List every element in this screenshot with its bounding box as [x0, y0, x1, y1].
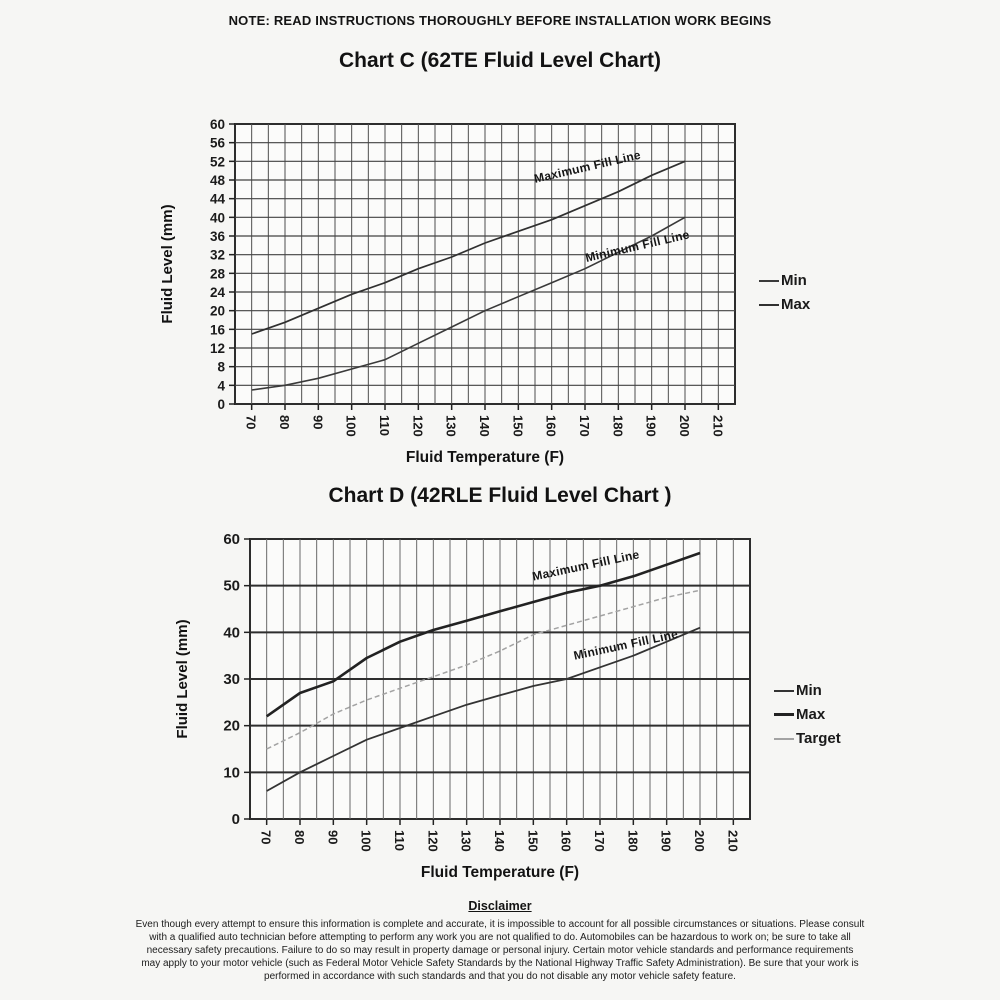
disclaimer-section: [0, 899, 1000, 983]
legend-item: [759, 272, 810, 289]
y-tick-label: 4: [217, 378, 225, 394]
legend-line-swatch: [774, 713, 794, 716]
x-tick-label: 90: [325, 830, 341, 845]
x-tick-label: 210: [710, 415, 726, 437]
legend-item: [759, 296, 810, 313]
legend-line-swatch: [774, 690, 794, 692]
x-tick-label: 70: [258, 830, 274, 845]
disclaimer-line: Even though every attempt to ensure this information is complete and accurate, it is impossible to account for all possible circumstances or situations. Please consult: [135, 919, 865, 930]
y-tick-label: 44: [209, 191, 225, 207]
disclaimer-line: necessary safety precautions. Failure to do so may result in property damage or personal injury. Certain motor vehicle standards and performance requirements: [146, 945, 854, 956]
chart-d-block: [0, 531, 1000, 883]
y-tick-label: 56: [209, 135, 225, 151]
chart-c-block: [0, 116, 1000, 468]
line-annotation: Minimum Fill Line: [572, 626, 680, 663]
x-tick-label: 130: [443, 415, 459, 437]
y-tick-label: 20: [223, 717, 240, 735]
x-tick-label: 190: [658, 830, 674, 852]
y-tick-label: 24: [209, 285, 225, 300]
y-tick-label: 0: [231, 811, 240, 828]
x-tick-label: 200: [677, 415, 692, 437]
y-tick-label: 60: [209, 117, 225, 132]
y-tick-label: 10: [223, 764, 240, 782]
line-annotation: Maximum Fill Line: [532, 147, 643, 186]
legend-line-swatch: [774, 738, 794, 740]
x-tick-label: 150: [525, 830, 541, 852]
chart-d-legend: [774, 682, 841, 747]
legend-line-swatch: [759, 304, 779, 306]
x-tick-label: 100: [358, 830, 374, 852]
legend-item: [774, 706, 841, 723]
x-tick-label: 110: [377, 415, 392, 436]
x-tick-label: 140: [492, 830, 507, 852]
legend-label: Max: [781, 295, 811, 313]
legend-label: Min: [796, 681, 822, 699]
y-tick-label: 32: [209, 247, 225, 263]
y-tick-label: 40: [209, 210, 225, 226]
chart-d-svg: [170, 531, 764, 883]
x-tick-label: 170: [592, 830, 607, 852]
x-tick-label: 90: [310, 415, 326, 430]
x-tick-label: 140: [477, 415, 492, 437]
y-tick-label: 52: [209, 154, 225, 170]
disclaimer-line: with a qualified auto technician before attempting to perform any work you are not qualified to do. Automobiles can be hazardous to work on; be sure to take all: [149, 932, 851, 943]
legend-label: Max: [796, 705, 826, 723]
line-annotation: Minimum Fill Line: [584, 227, 691, 265]
y-tick-label: 60: [223, 531, 240, 548]
x-tick-label: 110: [392, 830, 407, 851]
y-tick-label: 48: [209, 173, 225, 188]
x-tick-label: 130: [458, 830, 474, 852]
x-tick-label: 200: [692, 830, 707, 852]
x-tick-label: 170: [577, 415, 592, 437]
x-tick-label: 210: [725, 830, 741, 852]
line-annotation: Maximum Fill Line: [531, 547, 641, 584]
disclaimer-body: [60, 918, 940, 983]
x-tick-label: 180: [610, 415, 626, 437]
legend-label: Min: [781, 271, 807, 289]
legend-item: [774, 730, 841, 747]
chart-c-legend: [759, 272, 810, 313]
x-tick-label: 160: [558, 830, 574, 852]
y-axis-title: Fluid Level (mm): [159, 204, 176, 324]
disclaimer-line: performed in accordance with such standards and that you do not disable any motor vehicle safety feature.: [264, 971, 736, 982]
y-tick-label: 0: [217, 397, 225, 412]
chart-c-svg: [155, 116, 749, 468]
x-tick-label: 80: [292, 830, 307, 845]
legend-item: [774, 682, 841, 699]
x-tick-label: 120: [410, 415, 426, 437]
x-tick-label: 70: [243, 415, 259, 430]
x-tick-label: 160: [543, 415, 559, 437]
y-tick-label: 28: [209, 266, 225, 282]
y-tick-label: 36: [209, 229, 225, 244]
chart-c-title: Chart C (62TE Fluid Level Chart): [338, 49, 662, 72]
chart-d-title: Chart D (42RLE Fluid Level Chart ): [328, 484, 672, 507]
x-tick-label: 180: [625, 830, 641, 852]
x-axis-title: Fluid Temperature (F): [420, 864, 580, 881]
x-tick-label: 150: [510, 415, 526, 437]
y-tick-label: 40: [223, 624, 240, 642]
y-tick-label: 50: [223, 577, 240, 595]
y-tick-label: 8: [217, 359, 225, 375]
y-axis-title: Fluid Level (mm): [174, 619, 191, 739]
x-tick-label: 190: [643, 415, 659, 437]
x-tick-label: 120: [425, 830, 441, 852]
y-tick-label: 20: [209, 303, 225, 319]
instruction-note: NOTE: READ INSTRUCTIONS THOROUGHLY BEFORE INSTALLATION WORK BEGINS: [228, 13, 772, 28]
disclaimer-line: may apply to your motor vehicle (such as Federal Motor Vehicle Safety Standards by the National Highway Traffic Safety Administration). Be sure that your work is: [141, 958, 859, 969]
legend-label: Target: [796, 729, 841, 747]
x-tick-label: 80: [277, 415, 292, 430]
x-tick-label: 100: [343, 415, 359, 437]
legend-line-swatch: [759, 280, 779, 282]
disclaimer-heading: Disclaimer: [468, 899, 532, 913]
x-axis-title: Fluid Temperature (F): [405, 449, 565, 466]
y-tick-label: 30: [223, 671, 240, 688]
y-tick-label: 12: [209, 341, 225, 356]
y-tick-label: 16: [209, 322, 225, 338]
